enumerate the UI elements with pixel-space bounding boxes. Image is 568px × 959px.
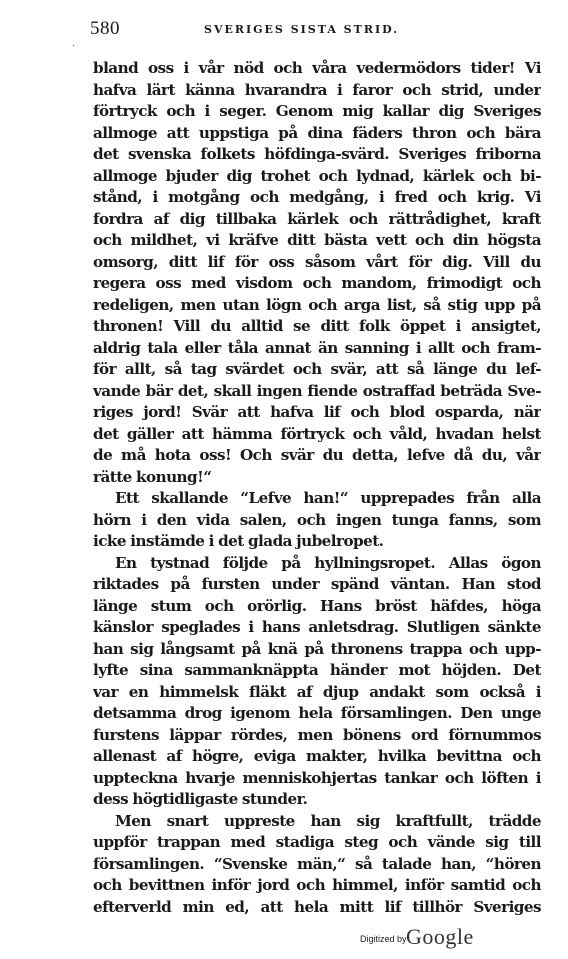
text-line: länge stum och orörlig. Hans bröst häfdes, höga: [93, 596, 541, 615]
digitized-by-label: Digitized by: [360, 934, 407, 944]
paragraph: [93, 488, 541, 553]
google-logo: Google: [406, 924, 474, 949]
text-line: hafva lärt känna hvarandra i faror och strid, under: [93, 80, 541, 99]
page-header: [90, 18, 540, 44]
paragraph: [93, 811, 541, 919]
text-line: han sig långsamt på knä på thronens trappa och upp-: [93, 639, 541, 658]
paragraph: [93, 58, 541, 488]
text-line: efterverld min ed, att hela mitt lif tillhör Sveriges: [93, 897, 541, 916]
text-line: allmoge att uppstiga på dina fäders thron och bära: [93, 123, 541, 142]
text-line: Ett skallande “Lefve han!“ upprepades från alla: [115, 489, 541, 507]
text-line: för allt, så tag svärdet och svär, att så länge du lef-: [93, 360, 541, 378]
digitized-by-google-footer: [360, 924, 490, 952]
text-line: var en himmelsk fläkt af djup andakt som också i: [93, 682, 541, 701]
text-line: icke instämde i det glada jubelropet.: [93, 532, 384, 550]
text-line: Men snart uppreste han sig kraftfullt, trädde: [115, 811, 541, 830]
text-line: uppför trappan med stadiga steg och vände sig till: [93, 833, 541, 851]
text-line: riges jord! Svär att hafva lif och blod osparda, när: [93, 403, 541, 421]
text-line: regera oss med visdom och mandom, frimodigt och: [93, 274, 541, 292]
text-line: och bevittnen inför jord och himmel, inför samtid och: [93, 876, 541, 894]
text-line: och mildhet, vi kräfve ditt bästa vett och din högsta: [93, 231, 541, 249]
text-line: det gäller att hämma förtryck och våld, hvadan helst: [93, 424, 541, 443]
text-line: aldrig tala eller tåla annat än sanning i allt och fram-: [93, 338, 541, 357]
text-line: detsamma drog igenom hela församlingen. Den unge: [93, 704, 541, 722]
text-line: det svenska folkets höfdinga-svärd. Sveriges friborna: [93, 145, 541, 163]
text-line: lyfte sina sammanknäppta händer mot höjden. Det: [93, 661, 541, 679]
text-line: furstens läppar rördes, men bönens ord förnummos: [93, 725, 541, 744]
text-line: omsorg, ditt lif för oss såsom vårt för dig. Vill du: [93, 252, 541, 271]
text-line: riktades på fursten under spänd väntan. Han stod: [93, 575, 541, 593]
text-line: redeligen, men utan lögn och arga list, så stig upp på: [93, 295, 541, 314]
text-line: allenast af högre, eviga makter, hvilka bevittna och: [93, 747, 541, 765]
paragraph: [93, 553, 541, 811]
margin-dot: .: [72, 38, 76, 49]
text-line: känslor speglades i hans anletsdrag. Slutligen sänkte: [93, 618, 541, 636]
text-line: stånd, i motgång och medgång, i fred och krig. Vi: [93, 188, 541, 206]
text-line: förtryck och i seger. Genom mig kallar dig Sveriges: [93, 102, 541, 120]
text-line: En tystnad följde på hyllningsropet. Allas ögon: [115, 553, 541, 572]
running-head: SVERIGES SISTA STRID.: [204, 23, 400, 36]
body-text: [93, 58, 541, 918]
text-line: hörn i den vida salen, och ingen tunga fanns, som: [93, 510, 541, 529]
text-line: de må hota oss! Och svär du detta, lefve då du, vår: [93, 446, 541, 464]
page-number: 580: [90, 18, 120, 39]
text-line: uppteckna hvarje menniskohjertas tankar och löften i: [93, 768, 541, 787]
text-line: fordra af dig tillbaka kärlek och rättrådighet, kraft: [93, 209, 541, 228]
text-line: rätte konung!“: [93, 467, 212, 486]
text-line: vande bär det, skall ingen fiende ostraffad beträda Sve-: [93, 381, 541, 400]
text-line: thronen! Vill du alltid se ditt folk öppet i ansigtet,: [93, 317, 541, 335]
text-line: allmoge bjuder dig trohet och lydnad, kärlek och bi-: [93, 166, 541, 185]
text-line: dess högtidligaste stunder.: [93, 790, 308, 808]
text-line: bland oss i vår nöd och våra vedermödors tider! Vi: [93, 59, 541, 77]
text-line: församlingen. “Svenske män,“ så talade han, “hören: [93, 854, 541, 873]
